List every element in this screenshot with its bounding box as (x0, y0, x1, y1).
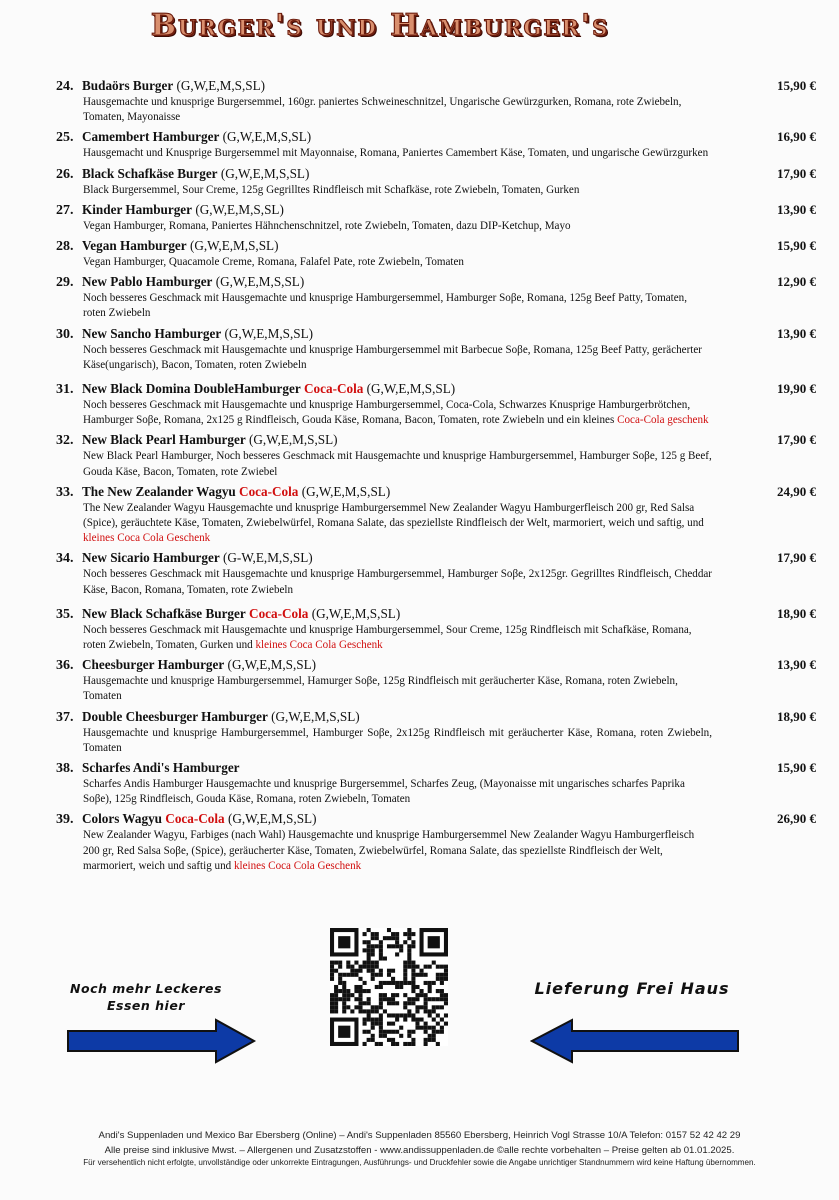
item-description (56, 291, 822, 321)
item-number: 35. (56, 606, 74, 622)
arrow-right-icon (66, 1018, 258, 1064)
promo-label: Coca-Cola (239, 483, 299, 499)
item-price: 18,90 € (777, 708, 816, 724)
menu-item (56, 657, 822, 704)
qr-code-icon[interactable] (330, 928, 448, 1046)
menu-item (56, 550, 822, 597)
item-description (56, 567, 822, 597)
item-price: 12,90 € (777, 274, 816, 290)
item-description (56, 674, 822, 704)
item-description-text: New Black Pearl Hamburger, Noch besseres Geschmack mit Hausgemachte und knusprige Hamburgersemmel, Hamburger Soβe, 125 g Beef, Gouda Käse, Bacon, Tomaten, rote Zwiebel (83, 450, 712, 478)
item-heading (56, 709, 822, 726)
menu-item (56, 606, 822, 653)
promo-label: Coca-Cola (304, 381, 364, 397)
item-price: 16,90 € (777, 129, 816, 145)
menu-item (56, 166, 822, 198)
item-heading (56, 432, 822, 449)
item-heading (56, 202, 822, 219)
item-description-text: Noch besseres Geschmack mit Hausgemachte und knusprige Hamburgersemmel, Coca-Cola, Schwarzes Knusprige Hamburgerbrötchen, Hamburger Soβe, Romana, 2x125 g Rindfleisch, Gouda Käse, Romana, Bacon, Tomaten, rote Zwiebeln und ein kleines (83, 399, 691, 427)
menu-item (56, 760, 822, 807)
promo-label: Coca-Cola (249, 605, 309, 621)
item-name: New Black Domina DoubleHamburger (82, 381, 301, 397)
item-allergens: (G,W,E,M,S,SL) (301, 483, 391, 499)
item-price: 26,90 € (777, 811, 816, 827)
menu-item (56, 811, 822, 874)
item-price: 24,90 € (777, 483, 816, 499)
item-description-text: Hausgemacht und Knusprige Burgersemmel mit Mayonnaise, Romana, Paniertes Camembert Käse, Tomaten, und ungarische Gewürzgurken (83, 147, 709, 160)
item-description-text: Vegan Hamburger, Romana, Paniertes Hähnchenschnitzel, rote Zwiebeln, Tomaten, dazu DIP-Ketchup, Mayo (83, 219, 571, 232)
item-description (56, 398, 822, 428)
menu-item (56, 484, 822, 547)
item-heading (56, 381, 822, 398)
item-number: 39. (56, 812, 74, 828)
item-description (56, 219, 822, 234)
item-price: 17,90 € (777, 165, 816, 181)
item-number: 25. (56, 130, 74, 146)
item-heading (56, 78, 822, 95)
arrow-left-icon (530, 1018, 740, 1064)
item-description (56, 146, 822, 161)
item-allergens: (G,W,E,M,S,SL) (222, 129, 312, 145)
promo-label: Coca-Cola (165, 811, 225, 827)
item-description-text: New Zealander Wagyu, Farbiges (nach Wahl) Hausgemachte und knusprige Hamburgersemmel New Zealander Wagyu Hamburgerfleisch 200 gr, Red Salsa Soβe, (Spice), geräucherter Käse, Tomaten, Zwiebelwürfel, Romana Salate, das speziellste Rindfleisch der Welt, marmoriert, weich und saftig und (83, 829, 695, 872)
item-name: Kinder Hamburger (82, 201, 193, 217)
item-price: 19,90 € (777, 381, 816, 397)
item-description (56, 255, 822, 270)
item-name: Vegan Hamburger (82, 238, 187, 254)
item-price: 18,90 € (777, 605, 816, 621)
item-number: 34. (56, 551, 74, 567)
item-price: 13,90 € (777, 657, 816, 673)
footer-address: Andi's Suppenladen und Mexico Bar Ebersberg (Online) – Andi's Suppenladen 85560 Ebersberg, Heinrich Vogl Strasse 10/A Telefon: 0157 52 42 42 29 (98, 1130, 741, 1141)
menu-item (56, 129, 822, 161)
right-note: Lieferung Frei Haus (534, 979, 730, 998)
item-description (56, 777, 822, 807)
item-price: 17,90 € (777, 550, 816, 566)
item-description-text: The New Zealander Wagyu Hausgemachte und knusprige Hamburgersemmel New Zealander Wagyu Hamburgerfleisch 200 gr, Red Salsa (Spice), geräuchtete Käse, Tomaten, Zwiebelwürfel, Romana Salate, das speziellste Rindfleisch der Welt, marmoriert, weich und saftig, und (83, 501, 704, 530)
item-heading (56, 606, 822, 623)
item-description-text: Hausgemachte und knusprige Burgersemmel, 160gr. paniertes Schweineschnitzel, Ungarische Gewürzgurken, Romana, rote Zwiebeln, Tomaten, Mayonaisse (83, 96, 682, 124)
item-price: 17,90 € (777, 432, 816, 448)
item-name: Budaörs Burger (82, 78, 174, 93)
item-price: 13,90 € (777, 325, 816, 341)
item-allergens: (G,W,E,M,S,SL) (227, 657, 317, 673)
item-number: 29. (56, 275, 74, 291)
item-price: 15,90 € (777, 78, 816, 93)
item-description (56, 95, 822, 125)
item-price: 15,90 € (777, 238, 816, 254)
left-note: Noch mehr Leckeres Essen hier (70, 981, 222, 1013)
item-name: New Sancho Hamburger (82, 325, 222, 341)
item-name: New Sicario Hamburger (82, 550, 220, 566)
item-heading (56, 484, 822, 501)
menu-item (56, 274, 822, 321)
item-number: 27. (56, 202, 74, 218)
item-description-text: Vegan Hamburger, Quacamole Creme, Romana, Falafel Pate, rote Zwiebeln, Tomaten (83, 256, 464, 269)
item-number: 28. (56, 239, 74, 255)
item-name: Scharfes Andi's Hamburger (82, 760, 240, 776)
item-allergens: (G,W,E,M,S,SL) (366, 381, 456, 397)
item-description-text: Black Burgersemmel, Sour Creme, 125g Gegrilltes Rindfleisch mit Schafkäse, rote Zwiebeln, Tomaten, Gurken (83, 183, 580, 196)
item-allergens: (G-W,E,M,S,SL) (223, 550, 313, 566)
item-name: Cheesburger Hamburger (82, 657, 225, 673)
item-allergens: (G,W,E,M,S,SL) (195, 201, 284, 217)
item-name: Colors Wagyu (82, 811, 162, 827)
item-allergens: (G,W,E,M,S,SL) (224, 325, 314, 341)
item-description-text: Noch besseres Geschmack mit Hausgemachte und knusprige Hamburgersemmel mit Barbecue Soβe, Romana, 125g Beef Patty, gerächerter Käse(ungarisch), Bacon, Tomaten, roten Zwiebeln (83, 343, 702, 371)
menu-list (56, 78, 822, 874)
item-description-text: Hausgemachte und knusprige Hamburgersemmel, Hamburger Soβe, 2x125g Rindfleisch mit geräucherter Käse, Romana, roten Zwiebeln, Tomaten (83, 726, 712, 754)
item-number: 30. (56, 326, 74, 342)
item-number: 37. (56, 709, 74, 725)
item-name: Black Schafkäse Burger (82, 165, 218, 181)
item-number: 24. (56, 79, 74, 94)
menu-item (56, 78, 822, 125)
item-description-text: Hausgemachte und knusprige Hamburgersemmel, Hamurger Soβe, 125g Rindfleisch mit geräucherter Käse, Romana, roten Zwiebeln, Tomaten (83, 675, 678, 703)
page-title: Burger's und Hamburger's (150, 8, 610, 43)
item-allergens: (G,W,E,M,S,SL) (249, 432, 338, 448)
item-price: 13,90 € (777, 201, 816, 217)
item-price: 15,90 € (777, 760, 816, 776)
item-allergens: (G,W,E,M,S,SL) (189, 238, 279, 254)
item-number: 38. (56, 761, 74, 777)
item-allergens: (G,W,E,M,S,SL) (311, 605, 401, 621)
menu-item (56, 709, 822, 756)
item-heading (56, 238, 822, 255)
footer-prices: Alle preise sind inklusive Mwst. – Allergenen und Zusatzstoffen - www.andissuppenladen.de ©alle rechte vorbehalten – Preise gelten ab 01.01.2025. (104, 1145, 735, 1156)
gift-note: kleines Coca Cola Geschenk (255, 639, 383, 652)
item-heading (56, 550, 822, 567)
item-description (56, 343, 822, 373)
item-name: The New Zealander Wagyu (82, 483, 236, 499)
item-number: 26. (56, 166, 74, 182)
menu-item (56, 432, 822, 479)
item-number: 33. (56, 484, 74, 500)
item-description (56, 449, 822, 479)
item-number: 32. (56, 433, 74, 449)
item-name: Double Cheesburger Hamburger (82, 708, 268, 724)
item-heading (56, 811, 822, 828)
item-description (56, 726, 822, 756)
footer-disclaimer: Für versehentlich nicht erfolgte, unvollständige oder unkorrekte Eintragungen, Ausführungs- und Druckfehler sowie die Angabe unrichtiger Standnummern wird keine Haftung übernommen. (83, 1158, 756, 1167)
item-description-text: Noch besseres Geschmack mit Hausgemachte und knusprige Hamburgersemmel, Hamburger Soβe, 2x125gr. Gegrilltes Rindfleisch, Cheddar Käse, Bacon, Romana, Tomaten, rote Zwiebeln (83, 568, 712, 596)
gift-note: Coca-Cola geschenk (617, 414, 709, 427)
item-heading (56, 274, 822, 291)
item-heading (56, 657, 822, 674)
item-name: New Black Schafkäse Burger (82, 605, 246, 621)
item-heading (56, 129, 822, 146)
item-heading (56, 166, 822, 183)
menu-item (56, 202, 822, 234)
menu-item (56, 381, 822, 428)
item-allergens: (G,W,E,M,S,SL) (215, 274, 305, 290)
item-description (56, 183, 822, 198)
item-allergens: (G,W,E,M,S,SL) (227, 811, 317, 827)
item-allergens: (G,W,E,M,S,SL) (271, 708, 360, 724)
item-allergens: (G,W,E,M,S,SL) (220, 165, 310, 181)
item-name: New Black Pearl Hamburger (82, 432, 246, 448)
menu-item (56, 238, 822, 270)
gift-note: kleines Coca Cola Geschenk (233, 859, 362, 872)
item-heading (56, 760, 822, 777)
gift-note: kleines Coca Cola Geschenk (83, 532, 211, 545)
item-description-text: Noch besseres Geschmack mit Hausgemachte und knusprige Hamburgersemmel, Hamburger Soβe, Romana, 125g Beef Patty, Tomaten, roten Zwiebeln (83, 292, 687, 320)
item-heading (56, 326, 822, 343)
item-description (56, 828, 822, 874)
item-description-text: Noch besseres Geschmack mit Hausgemachte und knusprige Hamburgersemmel, Sour Creme, 125g Rindfleisch mit Schafkäse, Romana, roten Zwiebeln, Tomaten, Gurken und (83, 623, 692, 652)
item-description (56, 623, 822, 653)
item-name: Camembert Hamburger (82, 129, 220, 145)
item-description (56, 501, 822, 547)
menu-item (56, 326, 822, 373)
item-allergens: (G,W,E,M,S,SL) (176, 78, 266, 93)
item-name: New Pablo Hamburger (82, 274, 213, 290)
item-description-text: Scharfes Andis Hamburger Hausgemachte und knusprige Burgersemmel, Scharfes Zeug, (Mayonaisse mit ungarisches scharfes Paprika Soβe), 125g Rindfleisch, Gouda Käse, Romana, roten Zwiebeln, Tomaten (83, 778, 685, 806)
item-number: 36. (56, 658, 74, 674)
item-number: 31. (56, 382, 74, 398)
